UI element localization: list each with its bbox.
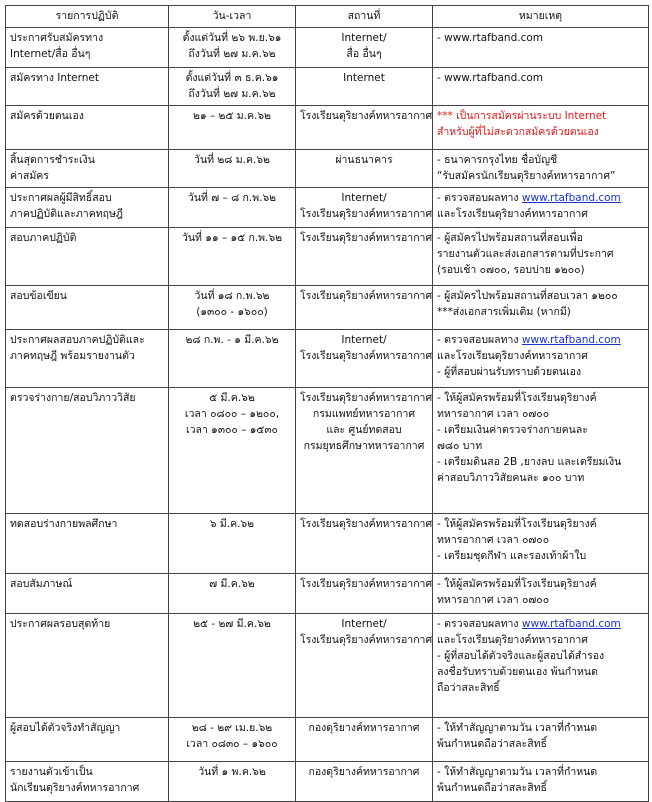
activity-cell <box>6 614 169 718</box>
note-line <box>437 680 644 696</box>
place-cell <box>296 614 433 718</box>
table-row <box>6 330 649 388</box>
datetime-cell-line: ๒๘ ก.พ. - ๑ มี.ค.๖๒ <box>185 334 279 346</box>
note-line <box>437 406 644 422</box>
activity-cell-line: ประกาศผลรอบสุดท้าย <box>10 618 111 630</box>
activity-cell-line: ภาคปฏิบัติและภาคทฤษฎี <box>10 208 123 220</box>
place-cell-line: โรงเรียนดุริยางค์ทหารอากาศ <box>300 634 433 646</box>
datetime-cell-line: วันที่ ๗ – ๘ ก.พ.๖๒ <box>187 192 277 204</box>
datetime-cell <box>169 514 296 574</box>
activity-cell-line: ประกาศรับสมัครทาง <box>10 32 104 44</box>
note-text: และโรงเรียนดุริยางค์ทหารอากาศ <box>437 634 588 646</box>
note-text: - ให้ผู้สมัครพร้อมที่โรงเรียนดุริยางค์ <box>437 578 597 590</box>
datetime-cell-line: ๗ มี.ค.๖๒ <box>209 578 255 590</box>
place-cell <box>296 514 433 574</box>
activity-cell <box>6 574 169 614</box>
note-text: สำหรับผู้ที่ไม่สะดวกสมัครด้วยตนเอง <box>437 126 599 138</box>
datetime-cell <box>169 188 296 228</box>
note-text: - ผู้ที่สอบได้ตัวจริงและผู้สอบได้สำรอง <box>437 650 605 662</box>
schedule-body <box>6 28 649 802</box>
note-line <box>437 664 644 680</box>
place-cell <box>296 286 433 330</box>
note-text: - เตรียมเงินค่าตรวจร่างกายคนละ <box>437 424 588 436</box>
datetime-cell <box>169 28 296 68</box>
table-row <box>6 106 649 150</box>
place-cell-line: สื่อ อื่นๆ <box>346 48 382 60</box>
note-cell <box>433 150 649 188</box>
note-text: - ให้ทำสัญญาตามวัน เวลาที่กำหนด <box>437 766 598 778</box>
note-text: ลงชื่อรับทราบด้วยตนเอง พ้นกำหนด <box>437 666 598 678</box>
activity-cell <box>6 228 169 286</box>
table-row <box>6 718 649 762</box>
note-line <box>437 516 644 532</box>
activity-cell <box>6 514 169 574</box>
note-line <box>437 30 644 46</box>
note-text: - www.rtafband.com <box>437 32 544 44</box>
place-cell <box>296 106 433 150</box>
activity-cell-line: สอบสัมภาษณ์ <box>10 578 73 590</box>
place-cell-line: โรงเรียนดุริยางค์ทหารอากาศ <box>300 208 433 220</box>
note-line <box>437 364 644 380</box>
note-text: ***ส่งเอกสารเพิ่มเติม (หากมี) <box>437 306 571 318</box>
note-text: - เตรียมดินสอ 2B ,ยางลบ และเตรียมเงิน <box>437 456 622 468</box>
note-text: ทหารอากาศ เวลา ๐๗๐๐ <box>437 534 550 546</box>
datetime-cell-line: (๑๓๐๐ - ๑๖๐๐) <box>196 306 268 318</box>
note-text: - ผู้สมัครไปพร้อมสถานที่สอบเพื่อ <box>437 232 583 244</box>
datetime-cell <box>169 388 296 514</box>
activity-cell-line: ตรวจร่างกาย/สอบวิภาววิสัย <box>10 392 136 404</box>
place-cell <box>296 150 433 188</box>
place-cell-line: โรงเรียนดุริยางค์ทหารอากาศ <box>300 110 433 122</box>
note-line <box>437 168 644 184</box>
table-row <box>6 286 649 330</box>
datetime-cell-line: ๒๑ – ๒๕ ม.ค.๖๒ <box>193 110 271 122</box>
datetime-cell <box>169 68 296 106</box>
datetime-cell <box>169 286 296 330</box>
note-line <box>437 124 644 140</box>
datetime-cell-line: ๒๕ - ๒๗ มี.ค.๖๒ <box>193 618 271 630</box>
place-cell-line: โรงเรียนดุริยางค์ทหารอากาศ <box>300 578 433 590</box>
table-row <box>6 188 649 228</box>
activity-cell <box>6 188 169 228</box>
activity-cell-line: นักเรียนดุริยางค์ทหารอากาศ <box>10 782 140 794</box>
note-line <box>437 438 644 454</box>
place-cell <box>296 718 433 762</box>
place-cell-line: กองดุริยางค์ทหารอากาศ <box>308 722 420 734</box>
table-row <box>6 28 649 68</box>
note-line <box>437 190 644 206</box>
note-text: - ตรวจสอบผลทาง <box>437 618 522 630</box>
place-cell <box>296 28 433 68</box>
datetime-cell-line: เวลา ๐๘๓๐ – ๑๖๐๐ <box>186 738 278 750</box>
note-text: *** เป็นการสมัครผ่านระบบ Internet <box>437 110 607 122</box>
datetime-cell-line: ถึงวันที่ ๒๗ ม.ค.๖๒ <box>188 88 276 100</box>
note-line <box>437 454 644 470</box>
place-cell-line: กรมยุทธศึกษาทหารอากาศ <box>303 440 425 452</box>
datetime-cell-line: เวลา ๐๘๐๐ – ๑๒๐๐, <box>184 408 280 420</box>
activity-cell-line: ทดสอบร่างกายพลศึกษา <box>10 518 118 530</box>
datetime-cell-line: ๕ มี.ค.๖๒ <box>209 392 255 404</box>
note-cell <box>433 574 649 614</box>
note-line <box>437 230 644 246</box>
website-link[interactable]: www.rtafband.com <box>521 334 621 346</box>
datetime-cell-line: เวลา ๑๓๐๐ – ๑๕๓๐ <box>186 424 278 436</box>
table-row <box>6 514 649 574</box>
note-text: ๗๘๐ บาท <box>437 440 483 452</box>
note-text: รายงานตัวและส่งเอกสารตามที่ประกาศ <box>437 248 614 260</box>
place-cell-line: โรงเรียนดุริยางค์ทหารอากาศ <box>300 232 433 244</box>
note-cell <box>433 514 649 574</box>
note-line <box>437 348 644 364</box>
activity-cell-line: สอบภาคปฏิบัติ <box>10 232 77 244</box>
place-cell <box>296 188 433 228</box>
note-cell <box>433 718 649 762</box>
note-text: ถือว่าสละสิทธิ์ <box>437 682 500 694</box>
datetime-cell <box>169 330 296 388</box>
place-cell-line: โรงเรียนดุริยางค์ทหารอากาศ <box>300 290 433 302</box>
note-text: - ผู้ที่สอบผ่านรับทราบด้วยตนเอง <box>437 366 582 378</box>
note-line <box>437 720 644 736</box>
activity-cell <box>6 28 169 68</box>
datetime-cell-line: วันที่ ๒๘ ม.ค.๖๒ <box>194 154 270 166</box>
activity-cell <box>6 718 169 762</box>
activity-cell <box>6 388 169 514</box>
website-link[interactable]: www.rtafband.com <box>521 618 621 630</box>
note-cell <box>433 286 649 330</box>
table-row <box>6 228 649 286</box>
note-cell <box>433 614 649 718</box>
place-cell <box>296 68 433 106</box>
note-text: - ผู้สมัครไปพร้อมสถานที่สอบเวลา ๑๒๐๐ <box>437 290 618 302</box>
activity-cell-line: ผู้สอบได้ตัวจริงทำสัญญา <box>10 722 121 734</box>
note-line <box>437 616 644 632</box>
place-cell <box>296 228 433 286</box>
note-line <box>437 592 644 608</box>
note-line <box>437 206 644 222</box>
note-text: - เตรียมชุดกีฬา และรองเท้าผ้าใบ <box>437 550 587 562</box>
note-text: - ให้ผู้สมัครพร้อมที่โรงเรียนดุริยางค์ <box>437 392 597 404</box>
note-line <box>437 764 644 780</box>
activity-cell-line: Internet/สื่อ อื่นๆ <box>10 48 91 60</box>
note-text: (รอบเช้า ๐๗๐๐, รอบบ่าย ๑๒๐๐) <box>437 264 585 276</box>
note-line <box>437 470 644 486</box>
activity-cell-line: ประกาศผลสอบภาคปฏิบัติและ <box>10 334 145 346</box>
activity-cell <box>6 106 169 150</box>
activity-cell <box>6 330 169 388</box>
note-line <box>437 332 644 348</box>
table-row <box>6 68 649 106</box>
note-line <box>437 152 644 168</box>
place-cell <box>296 574 433 614</box>
datetime-cell-line: วันที่ ๑ พ.ค.๖๒ <box>198 766 266 778</box>
header-row <box>6 6 649 28</box>
table-row <box>6 388 649 514</box>
note-line <box>437 576 644 592</box>
datetime-cell <box>169 150 296 188</box>
activity-cell <box>6 68 169 106</box>
activity-cell-line: รายงานตัวเข้าเป็น <box>10 766 93 778</box>
datetime-cell-line: ๒๘ - ๒๙ เม.ย.๖๒ <box>191 722 273 734</box>
note-text: - www.rtafband.com <box>437 72 544 84</box>
activity-cell-line: ประกาศผลผู้มีสิทธิ์สอบ <box>10 192 112 204</box>
note-text: “รับสมัครนักเรียนดุริยางค์ทหารอากาศ” <box>437 170 616 182</box>
datetime-cell-line: วันที่ ๑๘ ก.พ.๖๒ <box>194 290 270 302</box>
note-text: และโรงเรียนดุริยางค์ทหารอากาศ <box>437 208 588 220</box>
note-text: และโรงเรียนดุริยางค์ทหารอากาศ <box>437 350 588 362</box>
note-line <box>437 548 644 564</box>
datetime-cell <box>169 614 296 718</box>
table-row <box>6 574 649 614</box>
table-row <box>6 614 649 718</box>
note-text: พ้นกำหนดถือว่าสละสิทธิ์ <box>437 782 547 794</box>
note-text: - ตรวจสอบผลทาง <box>437 334 522 346</box>
activity-cell <box>6 150 169 188</box>
activity-cell-line: สมัครด้วยตนเอง <box>10 110 84 122</box>
activity-cell-line: ค่าสมัคร <box>10 170 49 182</box>
place-cell-line: โรงเรียนดุริยางค์ทหารอากาศ <box>300 392 433 404</box>
datetime-cell-line: วันที่ ๑๑ – ๑๕ ก.พ.๖๒ <box>181 232 283 244</box>
place-cell-line: Internet/ <box>341 618 387 630</box>
note-cell <box>433 330 649 388</box>
place-cell <box>296 762 433 802</box>
note-text: - ให้ผู้สมัครพร้อมที่โรงเรียนดุริยางค์ <box>437 518 597 530</box>
note-text: - ให้ทำสัญญาตามวัน เวลาที่กำหนด <box>437 722 598 734</box>
note-line <box>437 632 644 648</box>
note-line <box>437 246 644 262</box>
datetime-cell-line: ตั้งแต่วันที่ ๓ ธ.ค.๖๑ <box>185 72 279 84</box>
activity-cell <box>6 286 169 330</box>
datetime-cell-line: ๖ มี.ค.๖๒ <box>209 518 255 530</box>
note-text: ทหารอากาศ เวลา ๐๗๐๐ <box>437 594 550 606</box>
datetime-cell <box>169 106 296 150</box>
note-cell <box>433 228 649 286</box>
datetime-cell-line: ถึงวันที่ ๒๗ ม.ค.๖๒ <box>188 48 276 60</box>
note-line <box>437 736 644 752</box>
note-text: ค่าสอบวิภาววิสัยคนละ ๑๐๐ บาท <box>437 472 585 484</box>
place-cell-line: โรงเรียนดุริยางค์ทหารอากาศ <box>300 518 433 530</box>
table-row <box>6 150 649 188</box>
datetime-cell <box>169 574 296 614</box>
website-link[interactable]: www.rtafband.com <box>521 192 621 204</box>
note-line <box>437 780 644 796</box>
datetime-cell <box>169 228 296 286</box>
schedule-table <box>5 5 649 802</box>
datetime-cell <box>169 762 296 802</box>
activity-cell-line: ภาคทฤษฎี พร้อมรายงานตัว <box>10 350 135 362</box>
place-cell-line: Internet <box>343 72 385 84</box>
table-row <box>6 762 649 802</box>
note-line <box>437 390 644 406</box>
note-line <box>437 262 644 278</box>
activity-cell <box>6 762 169 802</box>
note-cell <box>433 68 649 106</box>
header-datetime: วัน-เวลา <box>169 6 296 28</box>
place-cell-line: Internet/ <box>341 32 387 44</box>
place-cell <box>296 388 433 514</box>
activity-cell-line: สอบข้อเขียน <box>10 290 67 302</box>
place-cell-line: Internet/ <box>341 192 387 204</box>
header-activity: รายการปฏิบัติ <box>6 6 169 28</box>
note-line <box>437 288 644 304</box>
note-line <box>437 304 644 320</box>
note-line <box>437 648 644 664</box>
note-line <box>437 422 644 438</box>
place-cell-line: ผ่านธนาคาร <box>335 154 393 166</box>
note-text: พ้นกำหนดถือว่าสละสิทธิ์ <box>437 738 547 750</box>
note-text: ทหารอากาศ เวลา ๐๗๐๐ <box>437 408 550 420</box>
note-text: - ตรวจสอบผลทาง <box>437 192 522 204</box>
place-cell-line: Internet/ <box>341 334 387 346</box>
place-cell-line: กรมแพทย์ทหารอากาศ <box>312 408 416 420</box>
datetime-cell-line: ตั้งแต่วันที่ ๒๖ พ.ย.๖๑ <box>182 32 282 44</box>
note-line <box>437 532 644 548</box>
place-cell-line: และ ศูนย์ทดสอบ <box>326 424 402 436</box>
header-place: สถานที่ <box>296 6 433 28</box>
place-cell-line: โรงเรียนดุริยางค์ทหารอากาศ <box>300 350 433 362</box>
note-line <box>437 108 644 124</box>
note-cell <box>433 188 649 228</box>
header-note: หมายเหตุ <box>433 6 649 28</box>
note-cell <box>433 388 649 514</box>
note-line <box>437 70 644 86</box>
note-cell <box>433 106 649 150</box>
note-cell <box>433 28 649 68</box>
activity-cell-line: สิ้นสุดการชำระเงิน <box>10 154 95 166</box>
activity-cell-line: สมัครทาง Internet <box>10 72 99 84</box>
datetime-cell <box>169 718 296 762</box>
note-cell <box>433 762 649 802</box>
place-cell-line: กองดุริยางค์ทหารอากาศ <box>308 766 420 778</box>
note-text: - ธนาคารกรุงไทย ชื่อบัญชี <box>437 154 558 166</box>
place-cell <box>296 330 433 388</box>
